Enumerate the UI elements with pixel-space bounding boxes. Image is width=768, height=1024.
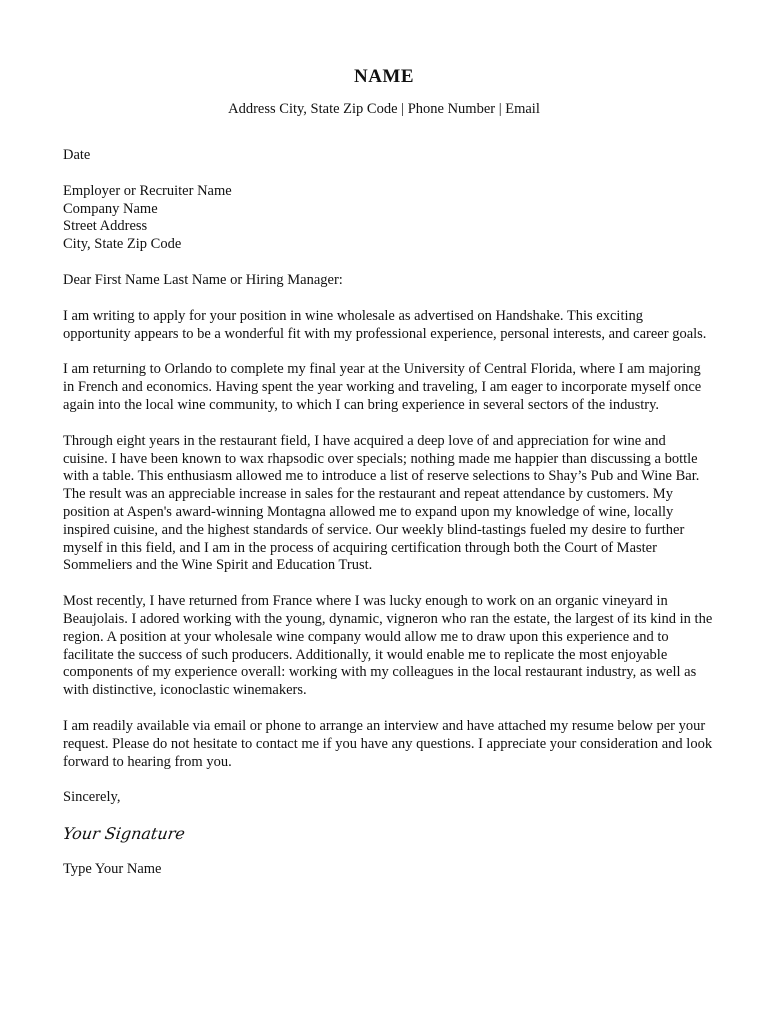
closing-line: Sincerely, xyxy=(63,789,121,806)
signature: Your Signature xyxy=(61,824,187,844)
letter-body xyxy=(63,147,713,879)
date-line: Date xyxy=(63,147,91,163)
salutation: Dear First Name Last Name or Hiring Manager: xyxy=(63,271,343,288)
paragraph-intro: I am writing to apply for your position in wine wholesale as advertised on Handshake. This exciting opportunity appears to be a wonderful fit with my professional experience, personal interests, and career goals. xyxy=(63,307,707,342)
paragraph-experience: Through eight years in the restaurant field, I have acquired a deep love of and appreciation for wine and cuisine. I have been known to wax rhapsodic over specials; nothing made me happier than discussing a bottle with a table. This enthusiasm allowed me to introduce a list of reserve selections to Shay’s Pub and Wine Bar. The result was an appreciable increase in sales for the restaurant and repeat attendance by customers. My position at Aspen's award-winning Montagna allowed me to expand upon my knowledge of wine, locally inspired cuisine, and the highest standards of service. Our weekly blind-tastings fueled my desire to further myself in this field, and I am in the process of acquiring certification through both the Court of Master Sommeliers and the Wine Spirit and Education Trust. xyxy=(63,432,700,574)
recipient-name: Employer or Recruiter Name xyxy=(63,182,232,199)
paragraph-recent: Most recently, I have returned from France where I was lucky enough to work on an organic vineyard in Beaujolais. I adored working with the young, dynamic, vigneron who ran the estate, the largest of its kind in the region. A position at your wholesale wine company would allow me to draw upon this experience and to facilitate the success of such producers. Additionally, it would enable me to replicate the most enjoyable components of my experience overall: working with my colleagues in the local restaurant industry, as well as with distinctive, iconoclastic winemakers. xyxy=(63,593,713,699)
paragraph-background: I am returning to Orlando to complete my final year at the University of Central Florida, where I am majoring in French and economics. Having spent the year working and traveling, I am eager to incorporate myself once again into the local wine community, to which I can bring experience in several sectors of the industry. xyxy=(63,361,702,413)
typed-name: Type Your Name xyxy=(63,860,162,877)
applicant-name: NAME xyxy=(353,66,415,87)
recipient-city: City, State Zip Code xyxy=(63,236,182,253)
paragraph-closing: I am readily available via email or phone to arrange an interview and have attached my resume below per your request. Please do not hesitate to contact me if you have any questions. I appreciate your consideration and look forward to hearing from you. xyxy=(63,717,713,770)
recipient-company: Company Name xyxy=(63,200,158,217)
recipient-street: Street Address xyxy=(63,218,148,235)
contact-info: Address City, State Zip Code | Phone Number | Email xyxy=(228,101,540,117)
